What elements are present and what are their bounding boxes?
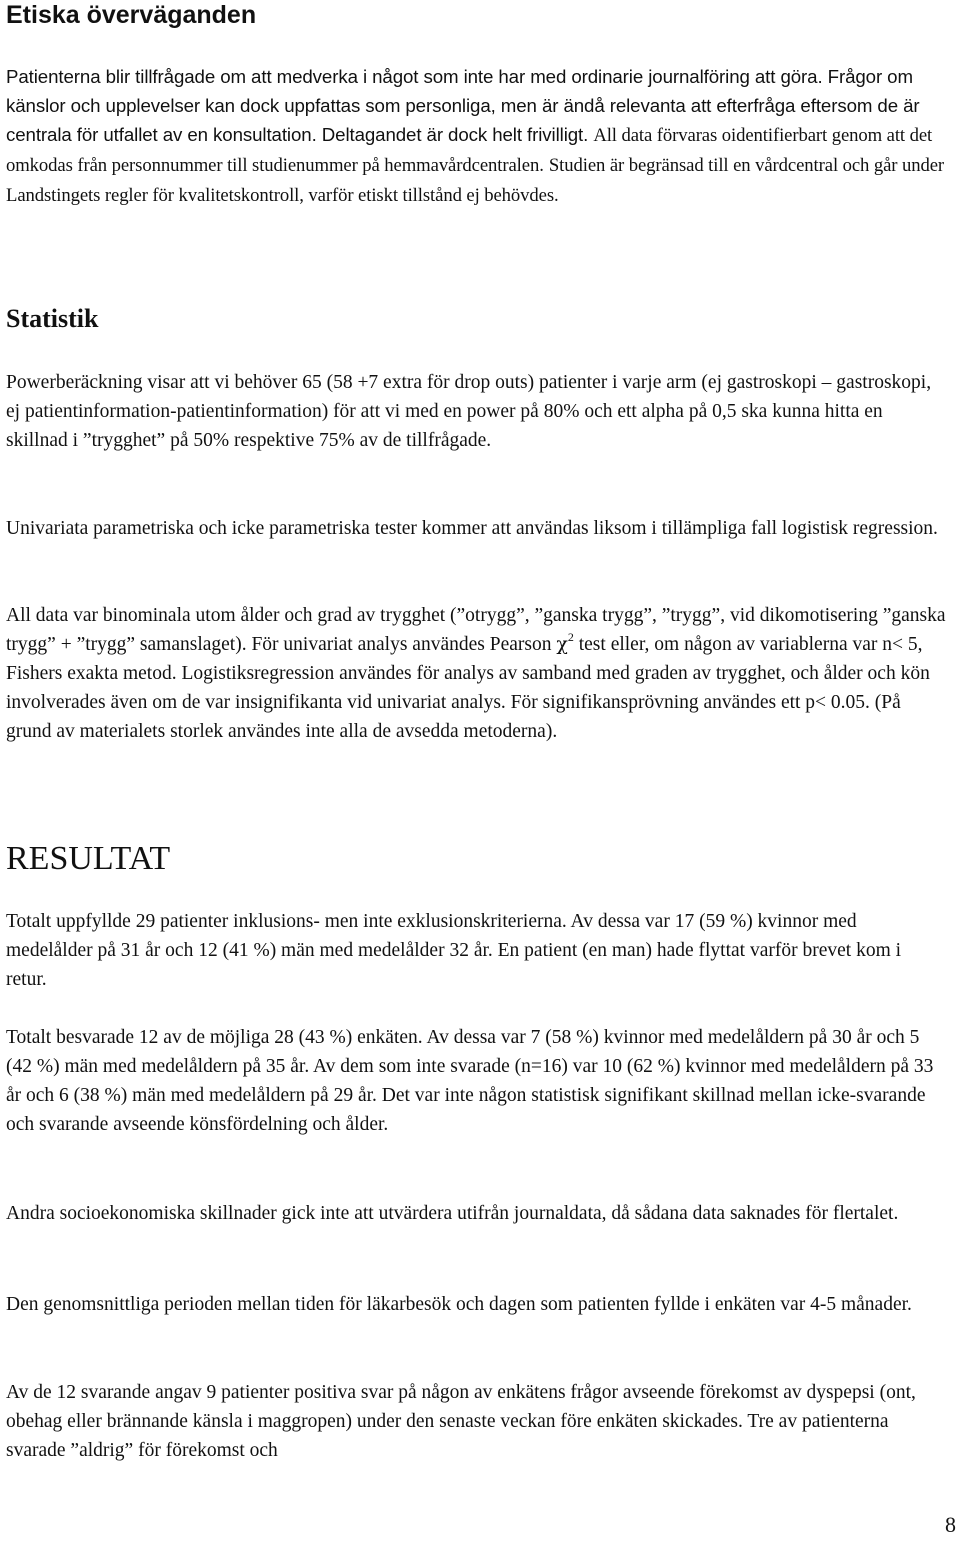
ethics-text-b: All data förvaras oidentifierbart genom att det omkodas från personnummer till studienummer på hemmavårdcentralen. — [6, 125, 933, 176]
statistics-paragraph-tests: Univariata parametriska och icke parametriska tester kommer att användas liksom i tillämpliga fall logistisk regression. — [6, 518, 938, 539]
results-paragraph-inclusion: Totalt uppfyllde 29 patienter inklusions- men inte exklusionskriterierna. Av dessa var 17 (59 %) kvinnor med medelålder på 31 år och 12 (41 %) män med medelålder 32 år. En patient (en man) hade flyttat varför brevet kom i retur. — [6, 911, 902, 990]
page-number: 8 — [945, 1512, 956, 1537]
ethics-text-c: Studien är begränsad till en vårdcentral och går under Landstingets regler för kvalitetskontroll, varför etiskt tillstånd ej behövdes. — [6, 155, 945, 206]
results-paragraph-dyspepsia: Av de 12 svarande angav 9 patienter positiva svar på någon av enkätens frågor avseende förekomst av dyspepsi (ont, obehag eller brännande känsla i maggropen) under den senaste veckan före enkäten skickades. Tre av patienterna svarade ”aldrig” för förekomst och — [6, 1382, 916, 1461]
chi-exponent: 2 — [567, 630, 574, 644]
statistics-analysis-text-b: test eller, om någon av variablerna var n< 5, Fishers exakta metod. Logistiksregression användes för analys av samband med graden av trygghet, och ålder och kön involverades även om de var insignifikanta vid univariat analys. För signifikansprövning användes ett p< 0.05. (På grund av materialets storlek användes inte alla de avsedda metoderna). — [6, 634, 930, 742]
results-paragraph-socioeconomic: Andra socioekonomiska skillnader gick inte att utvärdera utifrån journaldata, då sådana data saknades för flertalet. — [6, 1203, 899, 1224]
results-paragraph-responses: Totalt besvarade 12 av de möjliga 28 (43 %) enkäten. Av dessa var 7 (58 %) kvinnor med medelåldern på 30 år och 5 (42 %) män med medelåldern på 35 år. Av dem som inte svarade (n=16) var 10 (62 %) kvinnor med medelåldern på 33 år och 6 (38 %) män med medelåldern på 29 år. Det var inte någon statistisk signifikant skillnad mellan icke-svarande och svarande avseende könsfördelning och ålder. — [6, 1027, 934, 1135]
statistics-analysis-text-a: All data var binominala utom ålder och grad av trygghet (”otrygg”, ”ganska trygg”, ”trygg”, vid dikomotisering ”ganska trygg” + ”trygg” samanslaget). För univariat analys användes Pearson — [6, 605, 946, 655]
section-heading-ethics: Etiska överväganden — [6, 1, 257, 29]
chi-symbol: χ — [556, 633, 568, 655]
ethics-text-a: Patienterna blir tillfrågade om att medverka i något som inte har med ordinarie journalföring att göra. Frågor om känslor och upplevelser kan dock uppfattas som personliga, men är ändå relevanta att efterfråga eftersom de är centrala för utfallet av en konsultation. Deltagandet är dock helt frivilligt. — [6, 66, 920, 145]
statistics-paragraph-power: Powerberäckning visar att vi behöver 65 (58 +7 extra för drop outs) patienter i varje arm (ej gastroskopi – gastroskopi, ej patientinformation-patientinformation) för att vi med en power på 80% och ett alpha på 0,5 ska kunna hitta en skillnad i ”trygghet” på 50% respektive 75% av de tillfrågade. — [6, 372, 932, 451]
statistics-paragraph-analysis — [6, 601, 946, 746]
section-heading-results: RESULTAT — [6, 840, 171, 877]
section-heading-statistics: Statistik — [6, 304, 99, 333]
results-paragraph-period: Den genomsnittliga perioden mellan tiden för läkarbesök och dagen som patienten fyllde i enkäten var 4-5 månader. — [6, 1294, 912, 1315]
ethics-paragraph — [6, 62, 946, 210]
